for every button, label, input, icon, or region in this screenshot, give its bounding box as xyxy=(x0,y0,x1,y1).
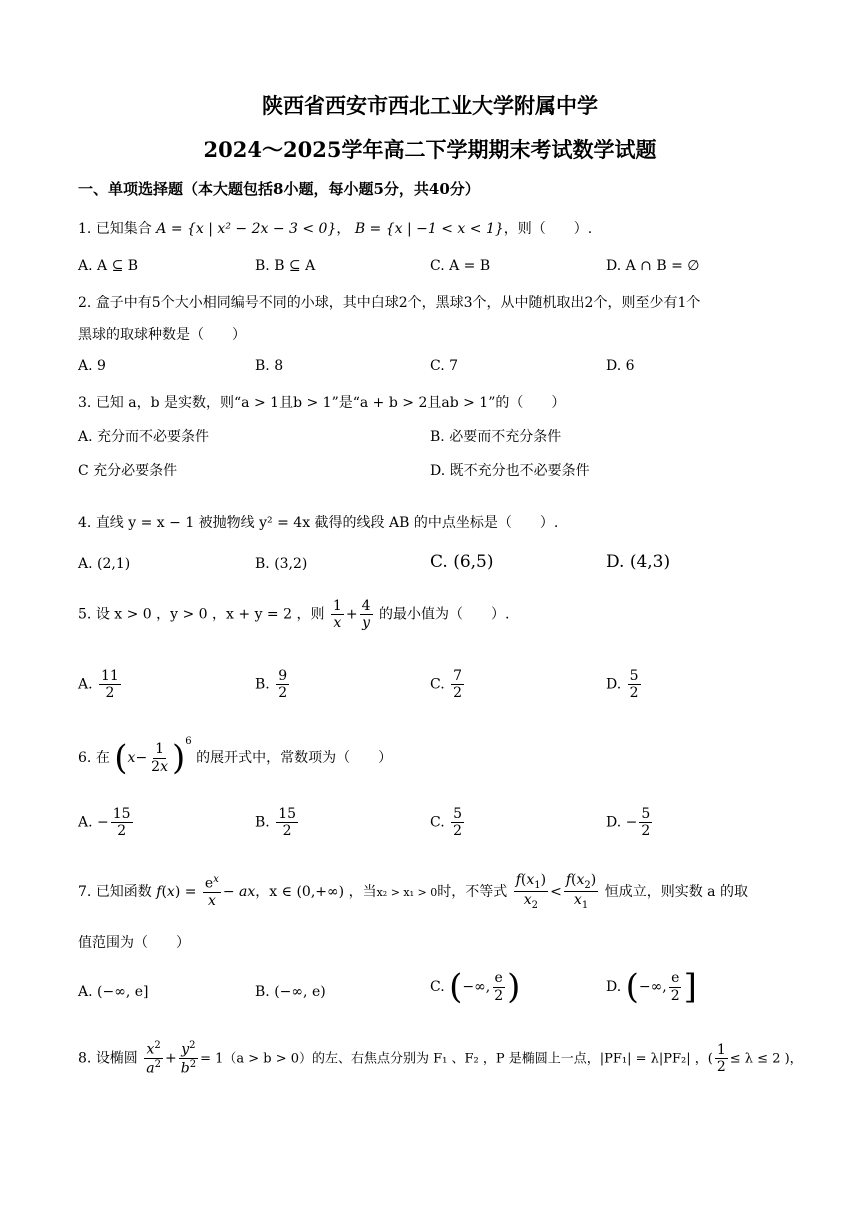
ellipse-x-term: $\frac{x^2}{a^2}$ xyxy=(146,1040,161,1077)
expr-1-over-x: $\frac{1}{x}$ xyxy=(332,598,342,632)
q6-option-a: A. − $\frac{15}{2}$ xyxy=(78,806,131,840)
question-2: 2. 盒子中有5个大小相同编号不同的小球，其中白球2个，黑球3个，从中随机取出2个，则至少有1个 xyxy=(78,295,701,311)
q7-option-d: D. (−∞, $\frac{e}{2}$ ] xyxy=(606,967,697,1007)
question-7: 7. 已知函数 f(x) = $\frac{e^x}{x}$ − ax，x ∈ (0,+∞) ，当x₂ > x₁ > 0时，不等式 $\frac{f(x_1)}{x_2}$ < $\frac{f(x_2)}{x_1}$ 恒成立，则实数 a 的取 xyxy=(78,872,748,912)
ellipse-y-term: $\frac{y^2}{b^2}$ xyxy=(180,1040,197,1077)
q2-option-a: A. 9 xyxy=(78,358,106,374)
q1-option-a: A. A ⊆ B xyxy=(78,258,139,274)
question-8: 8. 设椭圆 $\frac{x^2}{a^2}$ + $\frac{y^2}{b^2}$ = 1（a > b > 0）的左、右焦点分别为 F₁ 、F₂ ，P 是椭圆上一点，|PF₁| = λ|PF₂| ，( $\frac{1}{2}$ ≤ λ ≤ 2 )， xyxy=(78,1040,803,1077)
q5-option-b: B. $\frac{9}{2}$ xyxy=(255,668,288,702)
q3-option-b: B. 必要而不充分条件 xyxy=(430,429,562,445)
q4-option-a: A. (2,1) xyxy=(78,556,131,572)
q5-option-d: D. $\frac{5}{2}$ xyxy=(606,668,639,702)
q3-option-d: D. 既不充分也不必要条件 xyxy=(430,463,590,479)
question-3: 3. 已知 a，b 是实数，则“a > 1且b > 1”是“a + b > 2且ab > 1”的（ ） xyxy=(78,395,566,411)
one-half: $\frac{1}{2}$ xyxy=(716,1041,726,1075)
set-b: B = {x | −1 < x < 1} xyxy=(354,221,504,237)
q3-option-c: C 充分必要条件 xyxy=(78,463,178,479)
inequality-right: $\frac{f(x_2)}{x_1}$ xyxy=(565,872,597,912)
q2-option-c: C. 7 xyxy=(430,358,459,374)
q6-option-b: B. $\frac{15}{2}$ xyxy=(255,806,297,840)
question-7-line2: 值范围为（ ） xyxy=(78,935,190,951)
question-6: 6. 在 (x− $\frac{1}{2x}$ )$^6$ 的展开式中，常数项为（ ） xyxy=(78,736,393,778)
expr-4-over-y: $\frac{4}{y}$ xyxy=(361,598,371,632)
binomial-expression: (x− $\frac{1}{2x}$ )$^6$ xyxy=(114,736,192,778)
school-title: 陕西省西安市西北工业大学附属中学 xyxy=(262,93,598,118)
q4-option-b: B. (3,2) xyxy=(255,556,308,572)
q1-option-c: C. A = B xyxy=(430,258,491,274)
question-4: 4. 直线 y = x − 1 被抛物线 y² = 4x 截得的线段 AB 的中点坐标是（ ）. xyxy=(78,515,559,531)
function-definition: f(x) = $\frac{e^x}{x}$ − ax xyxy=(156,874,256,910)
exam-title: 2024～2025学年高二下学期期末考试数学试题 xyxy=(203,137,657,162)
question-2-line2: 黑球的取球种数是（ ） xyxy=(78,327,246,343)
q5-option-c: C. $\frac{7}{2}$ xyxy=(430,668,463,702)
q4-option-d: D. (4,3) xyxy=(606,552,671,572)
q5-option-a: A. $\frac{11}{2}$ xyxy=(78,668,119,702)
q1-option-b: B. B ⊆ A xyxy=(255,258,316,274)
q2-option-d: D. 6 xyxy=(606,358,635,374)
q7-option-c: C. (−∞, $\frac{e}{2}$ ) xyxy=(430,967,521,1007)
question-1: 1. 已知集合 A = {x | x² − 2x − 3 < 0}， B = {x | −1 < x < 1}，则（ ）. xyxy=(78,221,593,237)
inequality-left: $\frac{f(x_1)}{x_2}$ xyxy=(515,872,547,912)
q6-option-d: D. − $\frac{5}{2}$ xyxy=(606,806,651,840)
question-5: 5. 设 x > 0 ，y > 0 ，x + y = 2 ，则 $\frac{1}{x}$ + $\frac{4}{y}$ 的最小值为（ ）. xyxy=(78,598,510,632)
q2-option-b: B. 8 xyxy=(255,358,284,374)
q7-option-a: A. (−∞, e] xyxy=(78,984,149,1000)
q7-option-b: B. (−∞, e) xyxy=(255,984,326,1000)
q1-option-d: D. A ∩ B = ∅ xyxy=(606,258,700,274)
section-heading: 一、单项选择题（本大题包括8小题，每小题5分，共40分） xyxy=(78,180,480,198)
q6-option-c: C. $\frac{5}{2}$ xyxy=(430,806,463,840)
q3-option-a: A. 充分而不必要条件 xyxy=(78,429,210,445)
set-a: A = {x | x² − 2x − 3 < 0} xyxy=(156,221,337,237)
q4-option-c: C. (6,5) xyxy=(430,552,494,572)
